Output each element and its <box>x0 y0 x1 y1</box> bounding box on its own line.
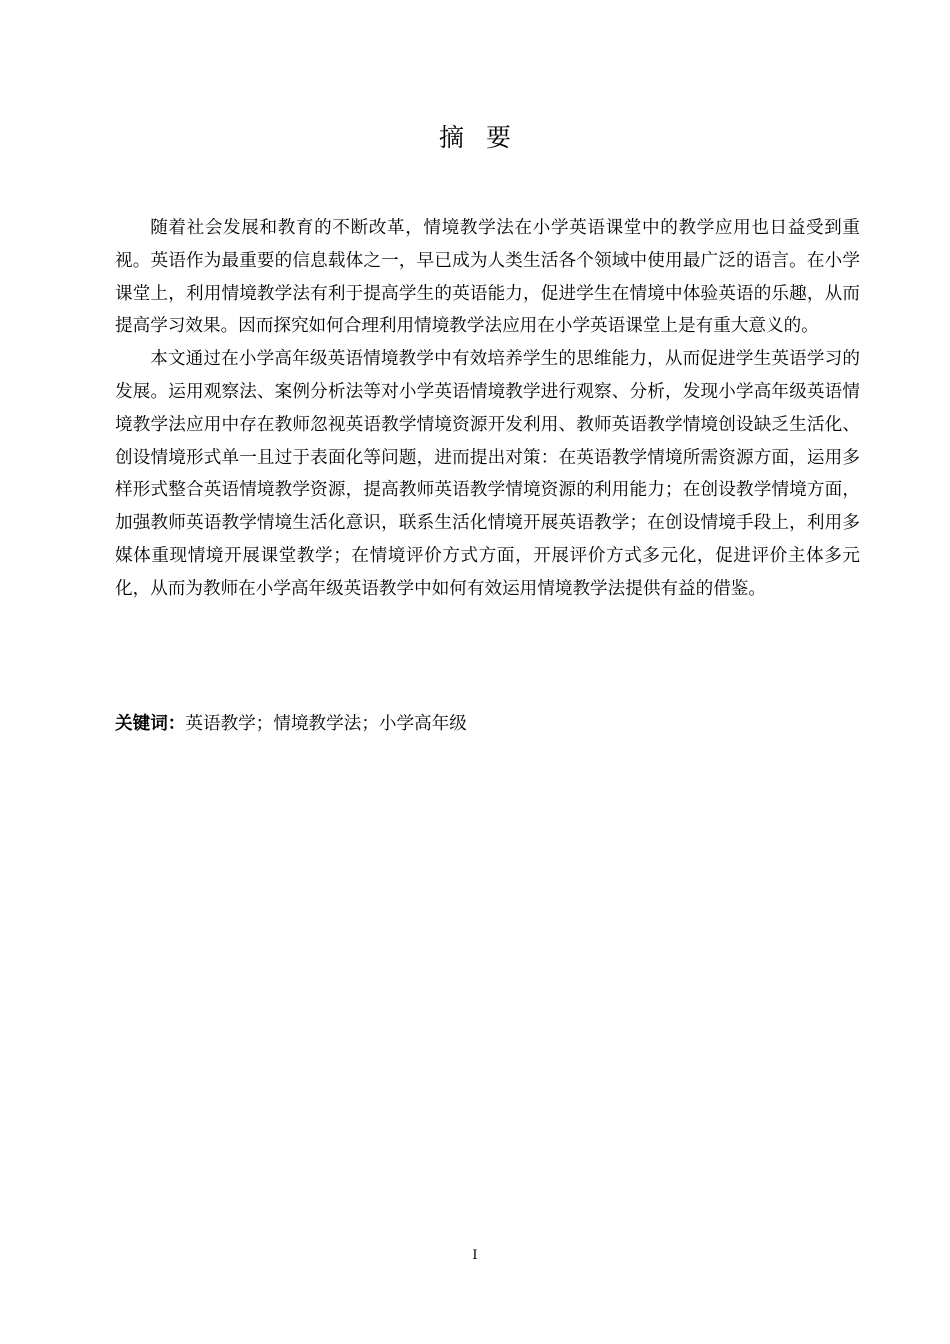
abstract-paragraph-1: 随着社会发展和教育的不断改革，情境教学法在小学英语课堂中的教学应用也日益受到重视。英语作为最重要的信息载体之一，早已成为人类生活各个领域中使用最广泛的语言。在小学课堂上，利用情境教学法有利于提高学生的英语能力，促进学生在情境中体验英语的乐趣，从而提高学习效果。因而探究如何合理利用情境教学法应用在小学英语课堂上是有重大意义的。 <box>115 218 860 337</box>
abstract-title: 摘要 <box>438 123 533 152</box>
keywords-line <box>115 708 860 740</box>
abstract-paragraph-2: 本文通过在小学高年级英语情境教学中有效培养学生的思维能力，从而促进学生英语学习的发展。运用观察法、案例分析法等对小学英语情境教学进行观察、分析，发现小学高年级英语情境教学法应用中存在教师忽视英语教学情境资源开发利用、教师英语教学情境创设缺乏生活化、创设情境形式单一且过于表面化等问题，进而提出对策：在英语教学情境所需资源方面，运用多样形式整合英语情境教学资源，提高教师英语教学情境资源的利用能力；在创设教学情境方面，加强教师英语教学情境生活化意识，联系生活化情境开展英语教学；在创设情境手段上，利用多媒体重现情境开展课堂教学；在情境评价方式方面，开展评价方式多元化，促进评价主体多元化，从而为教师在小学高年级英语教学中如何有效运用情境教学法提供有益的借鉴。 <box>115 349 860 599</box>
page-number: I <box>472 1248 478 1263</box>
abstract-body <box>115 212 860 606</box>
keywords-label: 关键词： <box>115 714 186 734</box>
keywords-text: 英语教学；情境教学法；小学高年级 <box>185 714 467 734</box>
